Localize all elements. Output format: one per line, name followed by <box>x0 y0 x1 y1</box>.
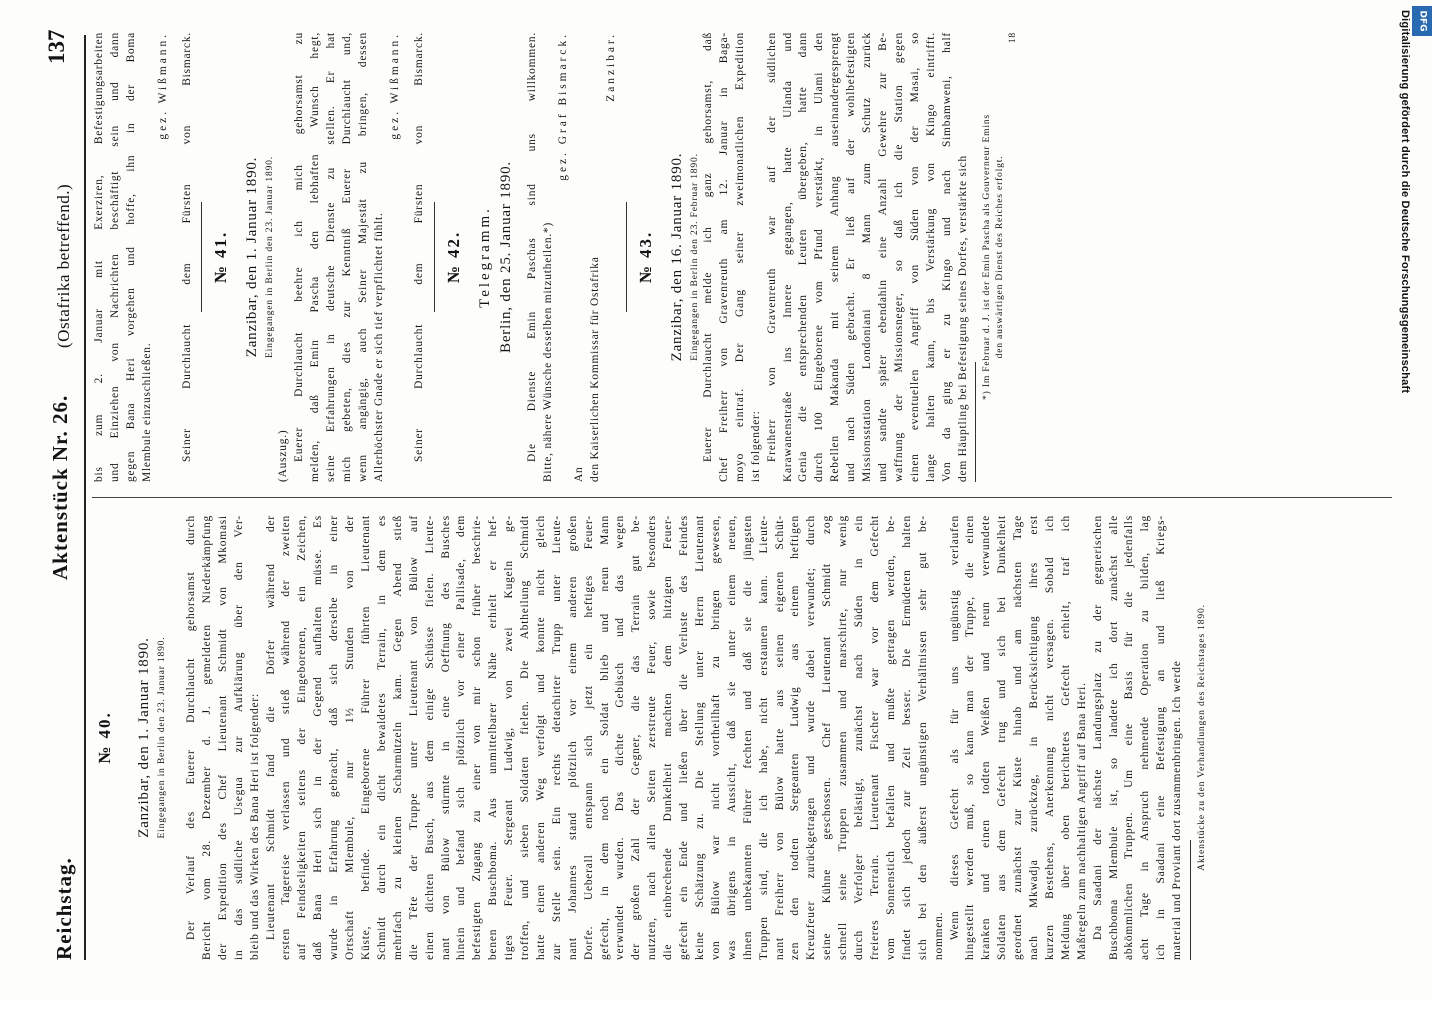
paragraph-start: Seiner Durchlaucht dem Fürsten von Bismarck. <box>412 32 425 462</box>
text-line: hatte einen anderen Weg verfolgt und konnte nicht gleich <box>534 515 547 960</box>
text-line: der Expedition des Chef Lieutenant Schmidt von Mkomasi <box>216 515 229 960</box>
text-line: nant Johannes stand plötzlich vor einem anderen großen <box>566 515 579 960</box>
text-line: Soldaten aus dem Gefecht trug und sich bei Dunkelheit <box>996 515 1009 960</box>
text-line: seine Kühne geschossen. Chef Lieutenant Schmidt zog <box>821 515 834 960</box>
signature: gez. Wißmann. <box>156 32 169 140</box>
paragraph-start: Da Saadani der nächste Landungsplatz zu der gegnerischen <box>1091 515 1104 940</box>
text-line: nant Freiherr von Bülow hatte aus seinen eigenen Schüt- <box>773 515 786 960</box>
text-line: von Bülow war nicht vortheilhaft zu bringen gewesen, <box>709 515 722 960</box>
text-line: durch Verfolger belästigt, zunächst nach Süden in ein <box>853 515 866 960</box>
receipt-note: Eingegangen in Berlin den 23. Januar 1890. <box>264 156 276 358</box>
text-line: nant von Bülow stürmte in eine Oeffnung des Busches <box>439 515 452 960</box>
text-line: Genia die entsprechenden Leuten übergeben, hatte dann <box>797 32 810 482</box>
text-line: Missionsstation Londoniani 8 Mann zum Schutz zurück <box>861 32 874 482</box>
receipt-note: *) Im Februar d. J. ist der Emin Pascha als Gouverneur Emins <box>981 114 993 400</box>
paragraph-start: Der Verlauf des Euerer Durchlaucht gehorsamst durch <box>185 515 197 940</box>
dateline: Zanzibar, den 1. Januar 1890. <box>244 156 261 358</box>
header-title: Aktenstück Nr. 26. <box>48 394 72 580</box>
text-line: schnell seine Truppen zusammen und marschirte, nur wenig <box>837 515 850 960</box>
document-number: № 42. <box>443 230 463 284</box>
text-line: tiges Feuer. Sergeant Ludwig, von zwei Kugeln ge- <box>503 515 516 960</box>
text-line: Bericht vom 28. Dezember d. J. gemeldeten Niederkämpfung <box>200 515 213 960</box>
text-line: benen Buschboma. Aus unmittelbarer Nähe erhielt er hef- <box>487 515 500 960</box>
text-line: mich gebeten, dies zur Kenntniß Euerer Durchlaucht und, <box>341 32 354 482</box>
text-line: die einbrechende Dunkelheit machten dem hitzigen Feuer- <box>662 515 675 960</box>
section-rule <box>201 202 202 312</box>
footnote-rule <box>975 362 976 482</box>
text-line: verwundet wurden. Das dichte Gebüsch und das wegen <box>614 515 627 960</box>
text-line: ich in Saadani eine Befestigung an und ließ Kriegs- <box>1155 515 1168 960</box>
text-line: hingestellt werden muß, so kann man der Truppe, die einen <box>964 515 977 960</box>
text-line: lange halten kann, bis Verstärkung von Kingo eintrifft. <box>924 32 937 482</box>
spacer <box>172 32 180 482</box>
text-line: gegen Bana Heri vorgehen und hoffe, ihn in der Boma <box>124 32 137 482</box>
text-line: durch 100 Eingeborene vom Pfund verstärkt, in Ulami den <box>813 32 826 482</box>
receipt-note: den auswärtigen Dienst des Reiches erfolgt. <box>994 155 1006 359</box>
header-subject: (Ostafrika betreffend.) <box>54 183 73 348</box>
page-number: 137 <box>44 29 69 64</box>
text-line: was übrigens in Aussicht, daß sie unter einem neuen, <box>725 515 738 960</box>
dateline: Berlin, den 25. Januar 1890. <box>497 161 514 353</box>
paragraph-end: material und Proviant dort zusammenbringen. Ich werde <box>1171 660 1184 960</box>
document-number: № 40. <box>95 711 114 764</box>
text-line: der großen Zahl der Gegner, die das Terrain gut be- <box>630 515 643 960</box>
spacer <box>517 32 525 482</box>
text-line: sich bei den äußerst ungünstigen Verhältnissen sehr gut be- <box>916 515 929 960</box>
text-line: Von da ging er zu Kingo und nach Simbamweni, half <box>940 32 953 482</box>
paragraph-start: Seiner Durchlaucht dem Fürsten von Bismarck. <box>180 32 193 462</box>
text-line: gefecht, in dem noch ein Soldat blieb und neun Mann <box>598 515 611 960</box>
paragraph-end: ist folgender: <box>749 410 762 482</box>
text-line: seine Erfahrungen in deutsche Dienste zu stellen. Er hat <box>325 32 338 482</box>
document-number: № 43. <box>636 230 656 284</box>
text-line: vom Sonnenstich befallen und mußte getragen werden, be- <box>884 515 897 960</box>
receipt-note: Eingegangen in Berlin den 23. Januar 1890. <box>156 636 167 839</box>
signature: gez. Wißmann. <box>388 32 401 140</box>
text-line: kranken und einen todten Weißen und neun verwundete <box>980 515 993 960</box>
spacer <box>118 515 134 960</box>
text-line: ersten Tagereise verlassen und stieß während der zweiten <box>280 515 293 960</box>
text-line: die Tête der Truppe unter Lieutenant von Bülow auf <box>407 515 420 960</box>
text-line: abkömmlichen Truppen. Um eine Basis für die jedenfalls <box>1123 515 1136 960</box>
text-line: acht Tage in Anspruch nehmende Operation zu bilden, lag <box>1139 515 1152 960</box>
text-line: ihnen unbekannten Führer fechten und daß sie die jüngsten <box>741 515 754 960</box>
section-rule <box>434 202 435 312</box>
text-line: hinein und befand sich plötzlich vor einer Pallisade, dem <box>455 515 468 960</box>
text-line: waffnung der Missionsneger, so daß ich die Station gegen <box>892 32 905 482</box>
paragraph-end: Maßregeln zum nachhaltigen Angriff auf Bana Heri. <box>1075 682 1088 960</box>
text-line: Chef Freiherr von Gravenreuth am 12. Januar in Baga- <box>717 32 730 482</box>
paragraph-start: Euerer Durchlaucht beehre ich mich gehorsamst zu <box>293 32 306 462</box>
spacer <box>659 32 667 482</box>
text-line: auf Feindseligkeiten seitens der Eingeborenen, ein Zeichen, <box>296 515 309 960</box>
paragraph-start: Lieutenant Schmidt fand die Dörfer während der <box>264 515 277 940</box>
text-line: nach Mkwadja zurückzog, in Berücksichtigung ihres erst <box>1028 515 1041 960</box>
right-column <box>92 32 1019 482</box>
text-line: einen eventuellen Angriff von Süden von der Masai, so <box>908 32 921 482</box>
spacer <box>467 32 475 482</box>
paragraph-end: nommen. <box>932 911 945 960</box>
text-line: Truppen sind, die ich habe, nicht erstaunen kann. Lieute- <box>757 515 770 960</box>
paragraph-start: Die Dienste Emin Paschas sind uns willkommen. <box>525 32 538 462</box>
text-line: Kreuzfeuer zurückgetragen und wurde dabei verwundet; durch <box>805 515 818 960</box>
header-left: Reichstag. <box>52 857 76 960</box>
text-line: in das südliche Usegua zur Aufklärung über den Ver- <box>232 515 245 960</box>
left-column <box>92 515 1208 960</box>
dateline: Zanzibar, den 1. Januar 1890. <box>136 637 152 838</box>
digitization-imprint: Digitalisierung gefördert durch die Deutsche Forschungsgemeinschaft <box>1399 10 1411 394</box>
paragraph-end: Allerhöchster Gnade er sich tief verpflichtet fühlt. <box>372 212 385 482</box>
text-line: Ortschaft Mlembule, nur 1½ Stunden von der <box>344 515 357 960</box>
footnote-rule <box>1190 840 1191 960</box>
dateline: Zanzibar, den 16. Januar 1890. <box>669 152 686 362</box>
text-line: und nach Süden gebracht. Er ließ auf der wohlbefestigten <box>845 32 858 482</box>
column-divider <box>92 497 1392 498</box>
text-line: befestigten Zugang zu einer von mir schon früher beschrie- <box>471 515 484 960</box>
text-line: nutzten, nach allen Seiten zerstreute Feuer, sowie besonders <box>646 515 659 960</box>
text-line: Küste, befinde. Eingeborene Führer führten Lieutenant <box>359 515 372 960</box>
signature-mark: 18 <box>1007 32 1019 44</box>
paragraph-end: dem Häuptling bei Befestigung seines Dorfes, verstärkte sich <box>956 155 969 482</box>
paragraph-end: Bitte, nähere Wünsche desselben mitzutheilen.*) <box>541 221 554 482</box>
text-line: troffen, und sieben Soldaten fielen. Die Abtheilung Schmidt <box>519 515 532 960</box>
header-rule <box>84 35 86 960</box>
text-line: Schmidt durch ein dicht bewaldetes Terrain, in dem es <box>375 515 388 960</box>
text-line: bis zum 2. Januar mit Exerziren, Befestigungsarbeiten <box>93 32 105 482</box>
address-line: An <box>573 466 586 482</box>
text-line: und sandte später ebendahin eine Anzahl Gewehre zur Be- <box>877 32 889 482</box>
signature: Zanzibar. <box>605 32 618 102</box>
text-line: Dorfe. Ueberall entspann sich jetzt ein heftiges Feuer- <box>582 515 595 960</box>
signature: gez. Graf Bismarck. <box>557 32 570 181</box>
text-line: findet sich jedoch zur Zeit besser. Die Ermüdeten halten <box>900 515 913 960</box>
section-rule <box>626 202 627 312</box>
text-line: moyo eintraf. Der Gang seiner zweimonatlichen Expedition <box>733 32 746 482</box>
text-line: keine Schätzung zu. Die Stellung unter Herrn Lieutenant <box>694 515 706 960</box>
text-line: melden, daß Emin Pascha den lebhaften Wunsch hegt, <box>309 32 322 482</box>
address-line: den Kaiserlichen Kommissar für Ostafrika <box>589 256 602 482</box>
paragraph-start: Euerer Durchlaucht melde ich ganz gehorsamst, daß <box>702 32 715 462</box>
text-line: Rebellen Makanda mit seinem Anhang auseinandergesprengt <box>829 32 842 482</box>
spacer <box>404 32 412 482</box>
receipt-note: Aktenstücke zu den Verhandlungen des Reichstages 1890. <box>1196 604 1208 871</box>
address-line: (Auszug.) <box>277 429 290 482</box>
spacer <box>234 32 242 482</box>
spacer <box>168 515 184 960</box>
text-line: Buschboma Mlembule ist, so landete ich dort zunächst alle <box>1107 515 1120 960</box>
paragraph-start: Wenn dieses Gefecht als für uns ungünstig verlaufen <box>948 515 961 940</box>
text-line: Meldung über oben berichtetes Gefecht erhielt, traf ich <box>1059 515 1072 960</box>
text-line: wurde in Erfahrung gebracht, daß sich derselbe in einer <box>328 515 341 960</box>
paragraph-start: Freiherr von Gravenreuth war auf der südlichen <box>765 32 778 462</box>
telegram-heading: Telegramm. <box>476 206 493 308</box>
paragraph-end: Mlembule einzuschließen. <box>140 342 153 482</box>
text-line: kurzen Bestehens, Anerkennung nicht versagen. Sobald ich <box>1043 515 1056 960</box>
document-number: № 41. <box>211 230 231 284</box>
text-line: und Einziehen von Nachrichten beschäftigt sein und dann <box>108 32 121 482</box>
text-line: geordnet zunächst zur Küste hinab und am nächsten Tage <box>1012 515 1025 960</box>
text-line: zen den todten Sergeanten Ludwig aus einem heftigen <box>789 515 802 960</box>
text-line: gefecht ein Ende und ließen über die Verluste des Feindes <box>678 515 691 960</box>
text-line: freieres Terrain. Lieutenant Fischer war vor dem Gefecht <box>868 515 881 960</box>
text-line: Karawanenstraße ins Innere gegangen, hatte Ulanda und <box>781 32 794 482</box>
text-line: daß Bana Heri sich in der Gegend aufhalten müsse. Es <box>312 515 325 960</box>
dfg-logo <box>1412 6 1432 36</box>
text-line: wenn angängig, auch Seiner Majestät zu bringen, dessen <box>356 32 369 482</box>
receipt-note: Eingegangen in Berlin den 23. Februar 1890. <box>689 153 701 361</box>
dfg-logo-text: DFG <box>1417 10 1428 32</box>
text-line: mehrfach zu kleinen Scharmützeln kam. Gegen Abend stieß <box>391 515 404 960</box>
paragraph-end: bleib und das Wirken des Bana Heri ist folgender: <box>248 693 261 960</box>
text-line: einen dichten Busch, aus dem einige Schüsse fielen. Lieute- <box>423 515 436 960</box>
text-line: zur Stelle sein. Ein rechts detachirter Trupp unter Lieute- <box>550 515 563 960</box>
